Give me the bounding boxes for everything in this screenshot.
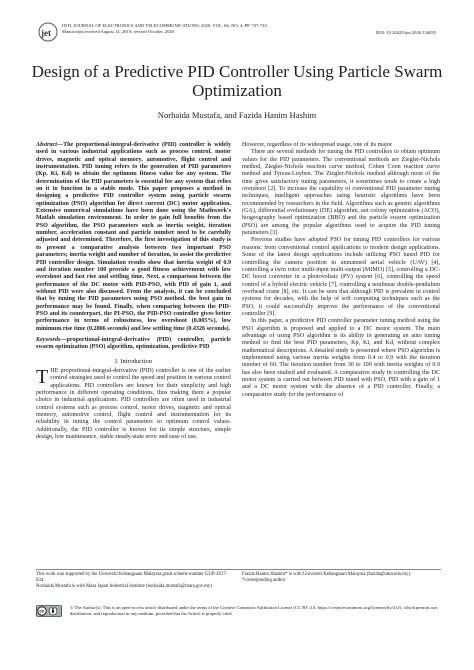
right-column [242,142,440,399]
cc-by-badge-icon [36,605,62,617]
paper-authors: Norhaida Mustafa, and Fazida Hanim Hashim [157,110,317,120]
footnote-rule [36,569,441,570]
footnote-left [36,572,231,590]
journal-line-1: INTL JOURNAL OF ELECTRONICS AND TELECOMMUNICATIONS, 2020, VOL. 66, NO. 4, PP. 737-743 [62,23,267,28]
introduction-paragraph [36,365,231,441]
svg-text:cc: cc [39,608,45,614]
keywords-text: —proportional-integral-derivative (PID) controller, particle swarm optimization (PSO) algorithm, optimization, predictive PID [36,336,231,351]
keywords-label: Keywords [36,336,61,343]
right-paragraph-2: Previous studies have adopted PSO for tuning PID controllers for various reasons; from conventional control applications to modern design applications. Some of the latest design applications include utilizing PSO tuned PID for controlling the camera position in unmanned aerial vehicle (UAV) [4], controlling a twin rotor multi-input multi-output (MIMO) [5], controlling a DC-DC boost converter in a photovoltaic (PV) system [6], controlling the speed control of a hybrid electric vehicle [7], controlling a nonlinear double-pendulum overhead crane [8], etc. It can be seen that although PID is prevalent in control systems for decades, with the help of soft computing techniques such as the PSO, it could successfully improve the performance of the conventional controller [9]. [242,237,440,317]
paper-title: Design of a Predictive PID Controller Using Particle Swarm Optimization [31,62,443,100]
right-paragraph-1: There are several methods for tuning the PID controllers to obtain optimum values for the PID parameters. The conventional methods are Ziegler-Nichols method, Ziegler-Nichols reaction curve method, Cohen Coon reaction curve method and Tyreus-Luyben. The Ziegler-Nichols method although most of the time gives satisfactory tuning parameters, it sometimes tends to create a high overshoot [2]. To increase the capability of conventional PID parameter tuning techniques, intelligent approaches using heuristic algorithms have been recommended by researchers in the field. Algorithms such as genetic algorithms (GA), differential evolutionary (DE) algorithm, ant colony optimization (ACO), biogeography based optimization (BBO) and the particle swarm optimization (PSO) are among the popular algorithms used to acquire the PID tuning parameters [3]. [242,149,440,237]
footnote-funding: This work was supported by the Universiti Kebangsaan Malaysia grant scheme number GUP-2017-034. [36,572,228,583]
footnote-author-1: Norhaida Mustafa is with Mara Japan Industrial Institute (norhaida.mustafa@mara.gov.my). [36,584,214,589]
abstract [36,142,231,333]
footnote-right [242,572,440,584]
page-header [38,22,436,44]
abstract-text: —The proportional-integral-derivative (PID) controller is widely used in various industrial applications such as process control, motor drives, magnetic and optical memory, automotive, flight control and instrumentation. PID tuning refers to the generation of PID parameters (Kp, Ki, Kd) to obtain the optimum fitness value for any system. The determination of the PID parameters is essential for any system that relies on it to function in a stable mode. This paper proposes a method in designing a predictive PID controller system using particle swarm optimization (PSO) algorithm for direct current (DC) motor application. Extensive numerical simulations have been done using the Mathwork's Matlab simulation environment. In order to gain full benefits from the PSO algorithm, the PSO parameters such as inertia weight, iteration number, acceleration constant and particle number need to be carefully adjusted and determined. Therefore, the first investigation of this study is to present a comparative analysis between two important PSO parameters; inertia weight and number of iteration, to assist the predictive PID controller design. Simulation results show that inertia weight of 0.9 and iteration number 100 provide a good fitness achievement with low overshoot and fast rise and settling time. Next, a comparison between the performance of the DC motor with PID-PSO, with PID of gain 1, and without PID were also discussed. From the analysis, it can be concluded that by tuning the PID parameters using PSO method, the best gain in performance may be found. Finally, when comparing between the PID-PSO and its counterpart, the PI-PSO, the PID-PSO controller gives better performance in terms of robustness, low overshoot (0.005%), low minimum rise time (0.2806 seconds) and low settling time (0.4326 seconds). [36,142,231,332]
footnote-corresponding: *corresponding author [242,578,286,583]
svg-text:jet: jet [41,28,51,38]
abstract-label: Abstract [36,142,57,148]
drop-cap: T [36,365,49,388]
journal-info [62,23,267,34]
ijet-logo-icon [38,22,58,42]
journal-line-2: Manuscript received August 14, 2019; revised October, 2020. [62,28,176,34]
doi: DOI: 10.24425/ijet.2020.134035 [375,30,436,35]
licence-text: © The Author(s). This is an open-access article distributed under the terms of the Creative Commons Attribution License (CC BY 4.0, https://creativecommons.org/licenses/by/4.0/), which permits use, distribution, and reproduction in any medium, provided that the Article is properly cited. [70,605,439,616]
left-column [36,142,231,441]
footnote-author-2: Fazida Hanim Hashim* is with Universiti Kebangsaan Malaysia (fazida@ukm.edu.my). [242,572,412,577]
keywords [36,337,231,352]
right-paragraph-3: In this paper, a predictive PID controller parameter tuning method using the PSO algorithm is proposed and applied to a DC motor system. The main advantage of using PSO algorithm is its ability in generating an auto tuning method to find the best PID parameters, Kp, Ki, and Kd, without complex mathematical descriptions. A detailed study is presented where PSO algorithm is implemented using various inertia weights from 0.4 to 0.9 with the iteration number of 60. The iteration number from 30 to 100 with inertia weights of 0.9 has also been studied and evaluated. A comparative study in controlling the DC motor system is carried out between PID tuned with PSO, PID with a gain of 1 and a DC motor system with the absence of a PID controller. Finally, a comparative study for the performance of [242,318,440,398]
section-heading-introduction: I. Introduction [115,357,152,365]
right-paragraph-0: However, regardless of its widespread usage, one of its major [242,142,392,148]
introduction-text: HE proportional-integral-derivative (PID) controller is one of the earlier control strategies used to control the speed and position in various control applications. PID controllers are known for their simplicity and high performance in different operating conditions, thus making them a popular choice in industrial applications. PID controllers are often used in industrial control systems such as process control, motor drives, magnetic and optical memory, automotive control, flight control and instrumentation for its reliability in tuning the control parameters to optimum control values. Additionally, the PID controller is known for its simple structure, simple design, low maintenance, stable steady-state error and ease of use. [36,367,231,441]
